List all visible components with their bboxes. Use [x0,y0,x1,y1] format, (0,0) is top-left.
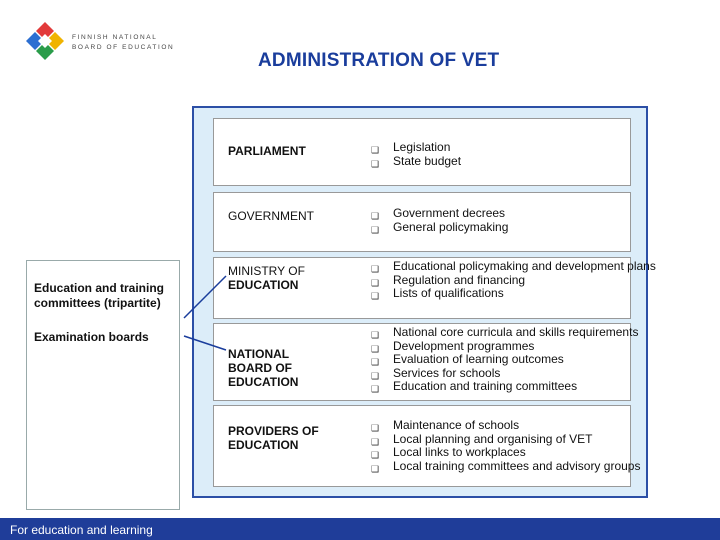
committees-line: Education and training [34,281,165,295]
list-item: Local planning and organising of VET [393,431,593,446]
bullet-icon: ❑ [371,330,380,340]
list-item: Government decrees [393,206,506,220]
logo-line-1: FINNISH NATIONAL [72,34,158,41]
logo-line-2: BOARD OF EDUCATION [72,44,175,51]
list-item: Local links to workplaces [393,445,526,459]
page-title: ADMINISTRATION OF VET [258,50,500,71]
level-name-line: MINISTRY OF [228,264,305,278]
list-item: Education and training committees [393,379,578,393]
bullet-icon: ❑ [371,277,380,288]
level-name-line: PROVIDERS OF [228,424,319,438]
bullet-icon: ❑ [371,423,380,433]
list-item: State budget [393,153,462,168]
level-name-line: NATIONAL [228,347,290,361]
list-item: Development programmes [393,338,535,353]
bullet-icon: ❑ [371,211,380,221]
footer-text: For education and learning [10,523,153,537]
bullet-icon: ❑ [371,357,380,367]
level-name-line: PARLIAMENT [228,144,306,158]
bullet-icon: ❑ [371,450,380,460]
list-item: Maintenance of schools [393,418,520,432]
list-item: Regulation and financing [393,272,526,287]
list-item: Evaluation of learning outcomes [393,352,564,366]
connector-line-national-board [184,336,226,350]
list-item: Legislation [393,140,451,154]
bullet-icon: ❑ [371,463,380,474]
bullet-icon: ❑ [371,343,380,354]
bullet-icon: ❑ [371,384,380,394]
list-item: Educational policymaking and development plans [393,259,656,273]
level-name-line: GOVERNMENT [228,209,315,223]
level-name-line: EDUCATION [228,438,299,452]
connector-line-ministry [184,276,226,318]
level-name-line: EDUCATION [228,278,299,292]
bullet-icon: ❑ [371,224,380,235]
level-name-line: BOARD OF [228,361,292,375]
bullet-icon: ❑ [371,158,380,169]
list-item: Local training committees and advisory groups [393,458,641,473]
level-name-line: EDUCATION [228,375,299,389]
bullet-icon: ❑ [371,370,380,381]
bullet-icon: ❑ [371,145,380,155]
list-item: Services for schools [393,365,501,380]
committees-line: committees (tripartite) [34,296,161,310]
bullet-icon: ❑ [371,264,380,274]
list-item: Lists of qualifications [393,286,504,300]
bullet-icon: ❑ [371,436,380,447]
bullet-icon: ❑ [371,291,380,301]
list-item: National core curricula and skills requirements [393,325,639,339]
examination-boards-label: Examination boards [34,330,149,344]
list-item: General policymaking [393,219,509,234]
